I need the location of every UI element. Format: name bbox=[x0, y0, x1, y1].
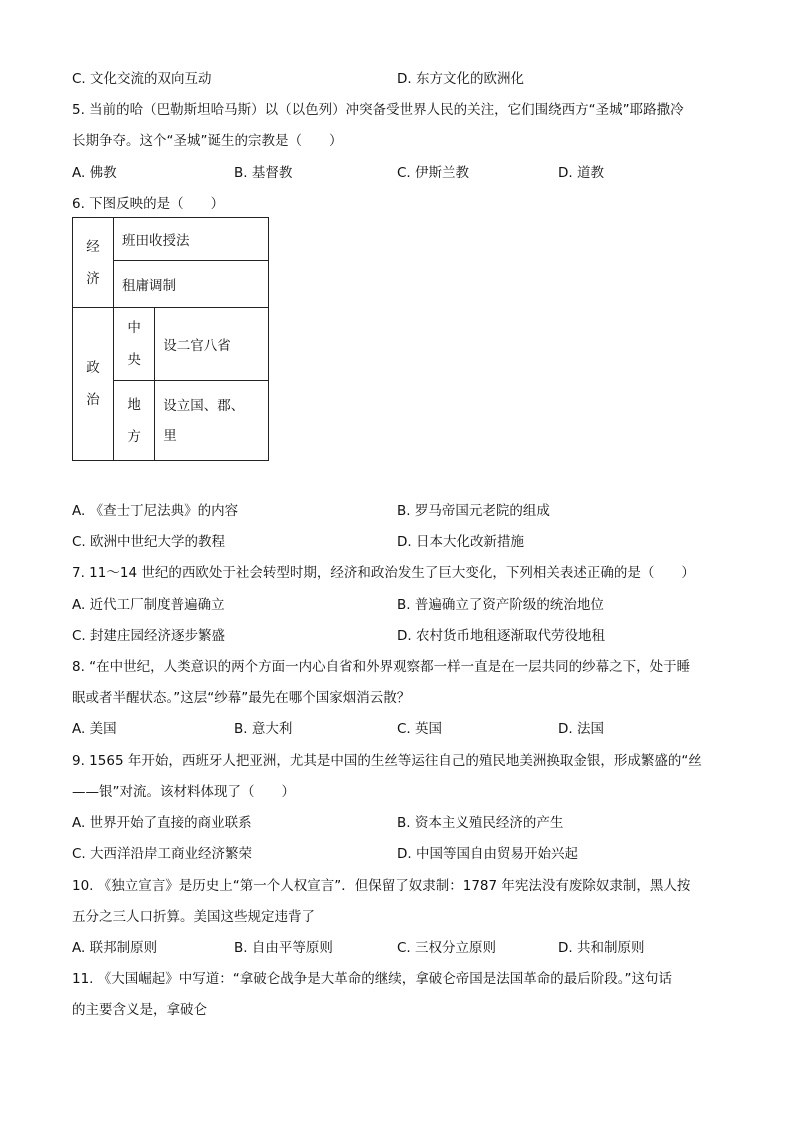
q6-economy-char-1: 经 bbox=[86, 238, 100, 255]
q6-local-char-2: 方 bbox=[127, 428, 141, 445]
q6-option-c: C. 欧洲中世纪大学的教程 bbox=[72, 534, 226, 550]
q9-option-a: A. 世界开始了直接的商业联系 bbox=[72, 815, 252, 831]
q9-option-b: B. 资本主义殖民经济的产生 bbox=[397, 815, 564, 831]
q4-option-c: C. 文化交流的双向互动 bbox=[72, 71, 212, 87]
q8-stem-line1: 8. “在中世纪，人类意识的两个方面一内心自省和外界观察都一样一直是在一层共同的纱幕之下，处于睡 bbox=[72, 659, 691, 675]
q7-option-b: B. 普遍确立了资产阶级的统治地位 bbox=[397, 597, 604, 613]
q6-politics-char-1: 政 bbox=[86, 360, 100, 376]
q5-option-c: C. 伊斯兰教 bbox=[397, 165, 470, 181]
q10-option-b: B. 自由平等原则 bbox=[234, 940, 333, 956]
q8-option-a: A. 美国 bbox=[72, 721, 117, 737]
q6-politics-header bbox=[73, 308, 114, 461]
q10-option-d: D. 共和制原则 bbox=[558, 940, 645, 956]
q5-option-b: B. 基督教 bbox=[234, 165, 293, 181]
q7-option-d: D. 农村货币地租逐渐取代劳役地租 bbox=[397, 628, 605, 644]
q6-economy-header bbox=[73, 218, 114, 308]
q6-local-item bbox=[155, 381, 269, 461]
q6-politics-char-2: 治 bbox=[86, 392, 100, 408]
q10-option-c: C. 三权分立原则 bbox=[397, 940, 497, 956]
q5-option-d: D. 道教 bbox=[558, 165, 604, 181]
q9-option-c: C. 大西洋沿岸工商业经济繁荣 bbox=[72, 846, 253, 862]
q11-stem-line1: 11. 《大国崛起》中写道：“拿破仑战争是大革命的继续，拿破仑帝国是法国革命的最后阶段。”这句话 bbox=[72, 971, 672, 987]
q6-option-b: B. 罗马帝国元老院的组成 bbox=[397, 503, 550, 519]
q4-option-d: D. 东方文化的欧洲化 bbox=[397, 71, 524, 87]
q8-option-c: C. 英国 bbox=[397, 721, 443, 737]
q6-table bbox=[72, 217, 269, 461]
q6-option-a: A. 《查士丁尼法典》的内容 bbox=[72, 503, 239, 519]
q6-option-d: D. 日本大化改新措施 bbox=[397, 534, 524, 550]
q10-stem-line1: 10. 《独立宣言》是历史上“第一个人权宣言”．但保留了奴隶制：1787 年宪法没有废除奴隶制，黑人按 bbox=[72, 878, 691, 894]
q5-stem-line1: 5. 当前的哈（巴勒斯坦哈马斯）以（以色列）冲突备受世界人民的关注，它们围绕西方“圣城”耶路撒冷 bbox=[72, 102, 684, 118]
q6-stem: 6. 下图反映的是（ ） bbox=[72, 196, 225, 212]
q11-stem-line2: 的主要含义是，拿破仑 bbox=[72, 1002, 207, 1018]
q9-stem-line2: ——银”对流。该材料体现了（ ） bbox=[72, 784, 295, 800]
q5-option-a: A. 佛教 bbox=[72, 165, 117, 181]
q10-stem-line2: 五分之三人口折算。美国这些规定违背了 bbox=[72, 909, 315, 925]
q9-option-d: D. 中国等国自由贸易开始兴起 bbox=[397, 846, 578, 862]
q7-option-a: A. 近代工厂制度普遍确立 bbox=[72, 597, 225, 613]
q6-central-item: 设二官八省 bbox=[155, 308, 269, 381]
q8-stem-line2: 眠或者半醒状态。”这层“纱幕”最先在哪个国家烟消云散？ bbox=[72, 690, 411, 706]
q6-local-header bbox=[114, 381, 155, 461]
q6-economy-item-2: 租庸调制 bbox=[114, 261, 269, 308]
q6-central-char-1: 中 bbox=[127, 320, 141, 336]
q6-local-char-1: 地 bbox=[127, 396, 141, 413]
q6-economy-item-1: 班田收授法 bbox=[114, 218, 269, 261]
q7-option-c: C. 封建庄园经济逐步繁盛 bbox=[72, 628, 226, 644]
q6-economy-char-2: 济 bbox=[86, 270, 100, 287]
q10-option-a: A. 联邦制原则 bbox=[72, 940, 158, 956]
q8-option-d: D. 法国 bbox=[558, 721, 604, 737]
q6-central-header bbox=[114, 308, 155, 381]
q5-stem-line2: 长期争夺。这个“圣城”诞生的宗教是（ ） bbox=[72, 133, 343, 149]
q7-stem: 7. 11～14 世纪的西欧处于社会转型时期，经济和政治发生了巨大变化，下列相关表述正确的是（ ） bbox=[72, 565, 695, 581]
q6-local-item-line1: 设立国、郡、 bbox=[163, 397, 245, 414]
q8-option-b: B. 意大利 bbox=[234, 721, 293, 737]
q6-central-char-2: 央 bbox=[127, 352, 141, 368]
q9-stem-line1: 9. 1565 年开始，西班牙人把亚洲，尤其是中国的生丝等运往自己的殖民地美洲换取金银，形成繁盛的“丝 bbox=[72, 753, 702, 769]
q6-local-item-line2: 里 bbox=[163, 427, 177, 444]
